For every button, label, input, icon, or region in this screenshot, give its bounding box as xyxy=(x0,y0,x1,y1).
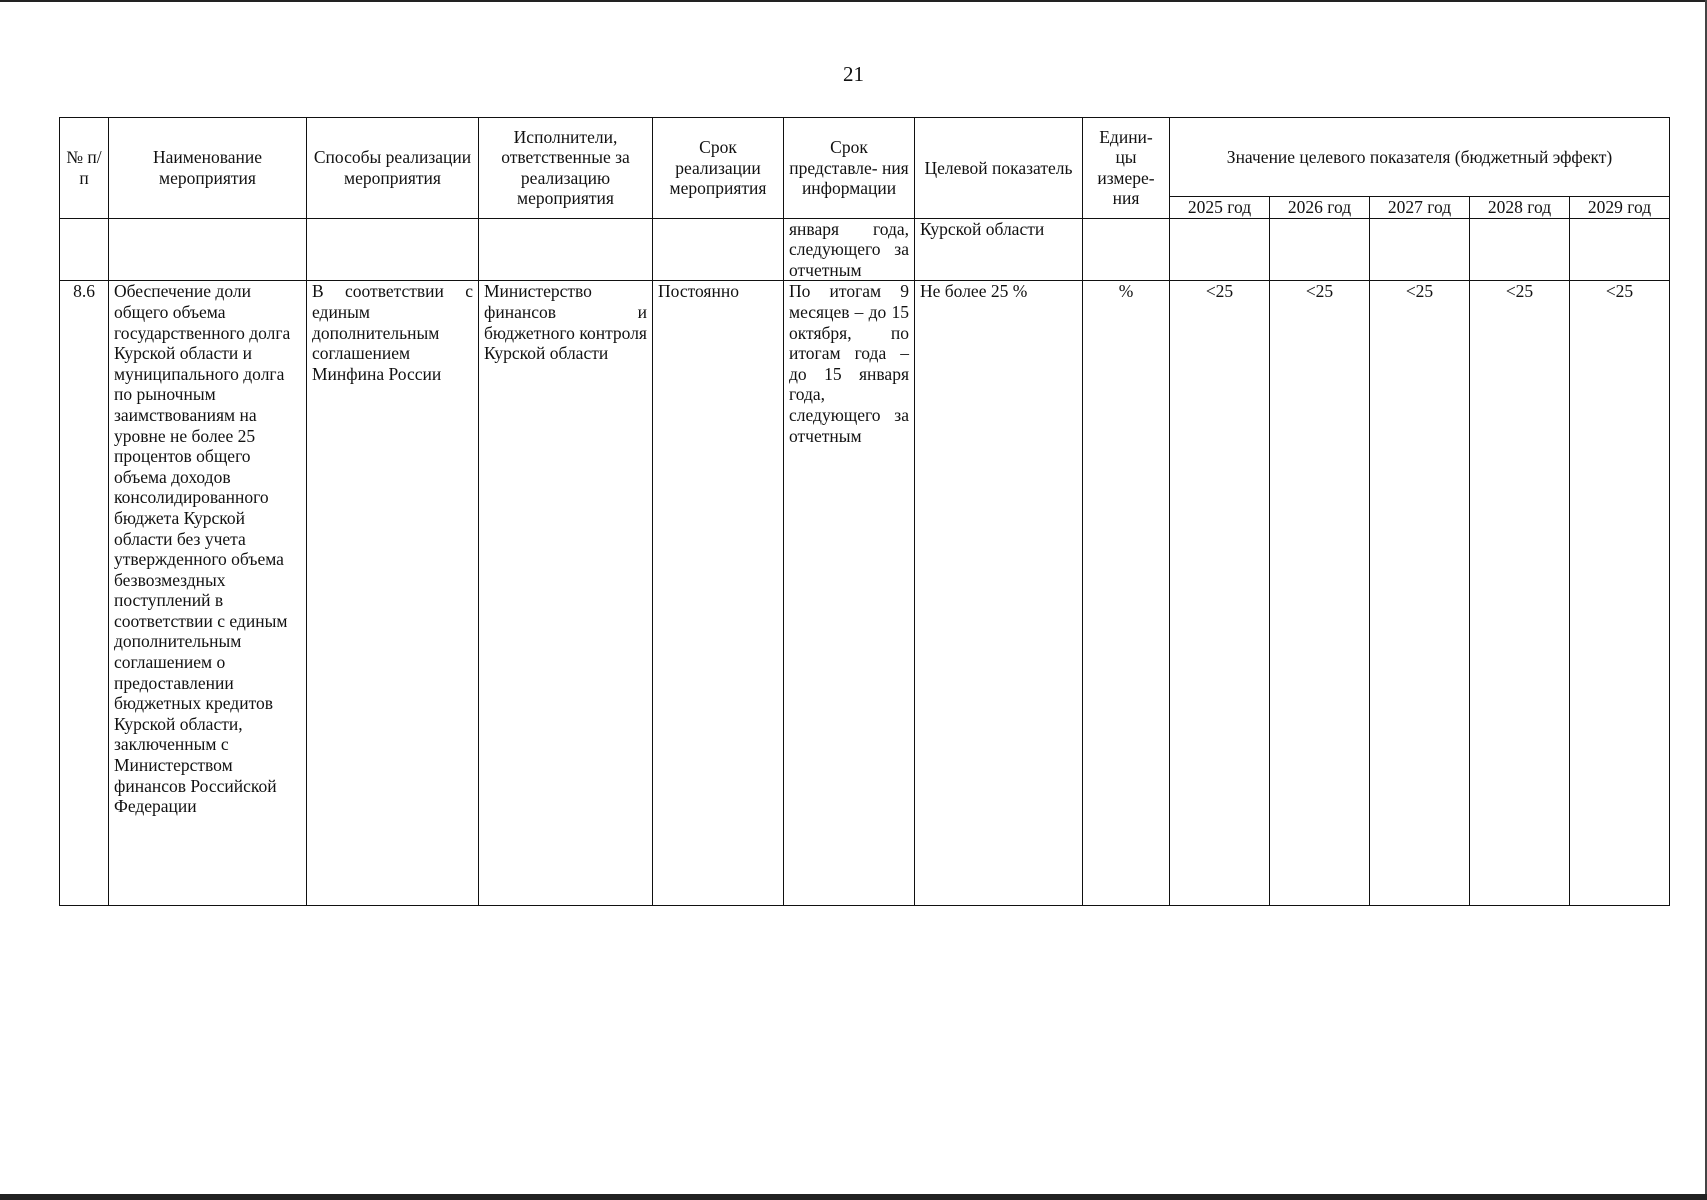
cell-empty xyxy=(109,218,307,281)
cell-target-continued: Курской области xyxy=(915,218,1083,281)
cell-report-term-continued: января года, следующего за отчетным xyxy=(784,218,915,281)
page-edge-top xyxy=(0,0,1707,2)
cell-term: Постоянно xyxy=(653,281,784,906)
measures-table xyxy=(59,117,1670,906)
header-values-group: Значение целевого показателя (бюджетный эффект) xyxy=(1170,118,1670,197)
cell-name: Обеспечение доли общего объема государственного долга Курской области и муниципального долга по рыночным заимствованиям на уровне не более 25 процентов общего объема доходов консолидированного бюджета Курской области без учета утвержденного объема безвозмездных поступлений в соответствии с единым дополнительным соглашением о предоставлении бюджетных кредитов Курской области, заключенным с Министерством финансов Российской Федерации xyxy=(109,281,307,906)
cell-target: Не более 25 % xyxy=(915,281,1083,906)
header-year-2029: 2029 год xyxy=(1570,197,1670,219)
header-report-term: Срок представле- ния информации xyxy=(784,118,915,219)
cell-empty xyxy=(1570,218,1670,281)
continuation-row xyxy=(60,218,1670,281)
cell-value-2029: <25 xyxy=(1570,281,1670,906)
cell-empty xyxy=(479,218,653,281)
cell-value-2025: <25 xyxy=(1170,281,1270,906)
cell-value-2028: <25 xyxy=(1470,281,1570,906)
header-term: Срок реализации мероприятия xyxy=(653,118,784,219)
header-row xyxy=(60,118,1670,197)
header-methods: Способы реализации мероприятия xyxy=(307,118,479,219)
cell-empty xyxy=(60,218,109,281)
header-year-2026: 2026 год xyxy=(1270,197,1370,219)
cell-empty xyxy=(307,218,479,281)
cell-value-2027: <25 xyxy=(1370,281,1470,906)
cell-value-2026: <25 xyxy=(1270,281,1370,906)
header-units: Едини- цы измере- ния xyxy=(1083,118,1170,219)
page-edge-bottom xyxy=(0,1194,1707,1200)
cell-empty xyxy=(1370,218,1470,281)
cell-empty xyxy=(653,218,784,281)
header-executors: Исполнители, ответственные за реализацию мероприятия xyxy=(479,118,653,219)
header-name: Наименование мероприятия xyxy=(109,118,307,219)
header-year-2028: 2028 год xyxy=(1470,197,1570,219)
cell-empty xyxy=(1170,218,1270,281)
cell-methods: В соответствии с единым дополнительным соглашением Минфина России xyxy=(307,281,479,906)
cell-report-term: По итогам 9 месяцев – до 15 октября, по итогам года – до 15 января года, следующего за отчетным xyxy=(784,281,915,906)
cell-units: % xyxy=(1083,281,1170,906)
cell-empty xyxy=(1270,218,1370,281)
cell-executors: Министерство финансов и бюджетного контроля Курской области xyxy=(479,281,653,906)
cell-empty xyxy=(1470,218,1570,281)
cell-num: 8.6 xyxy=(60,281,109,906)
cell-empty xyxy=(1083,218,1170,281)
header-year-2027: 2027 год xyxy=(1370,197,1470,219)
header-target: Целевой показатель xyxy=(915,118,1083,219)
header-num: № п/п xyxy=(60,118,109,219)
page-number: 21 xyxy=(843,62,864,86)
table-row xyxy=(60,281,1670,906)
header-year-2025: 2025 год xyxy=(1170,197,1270,219)
